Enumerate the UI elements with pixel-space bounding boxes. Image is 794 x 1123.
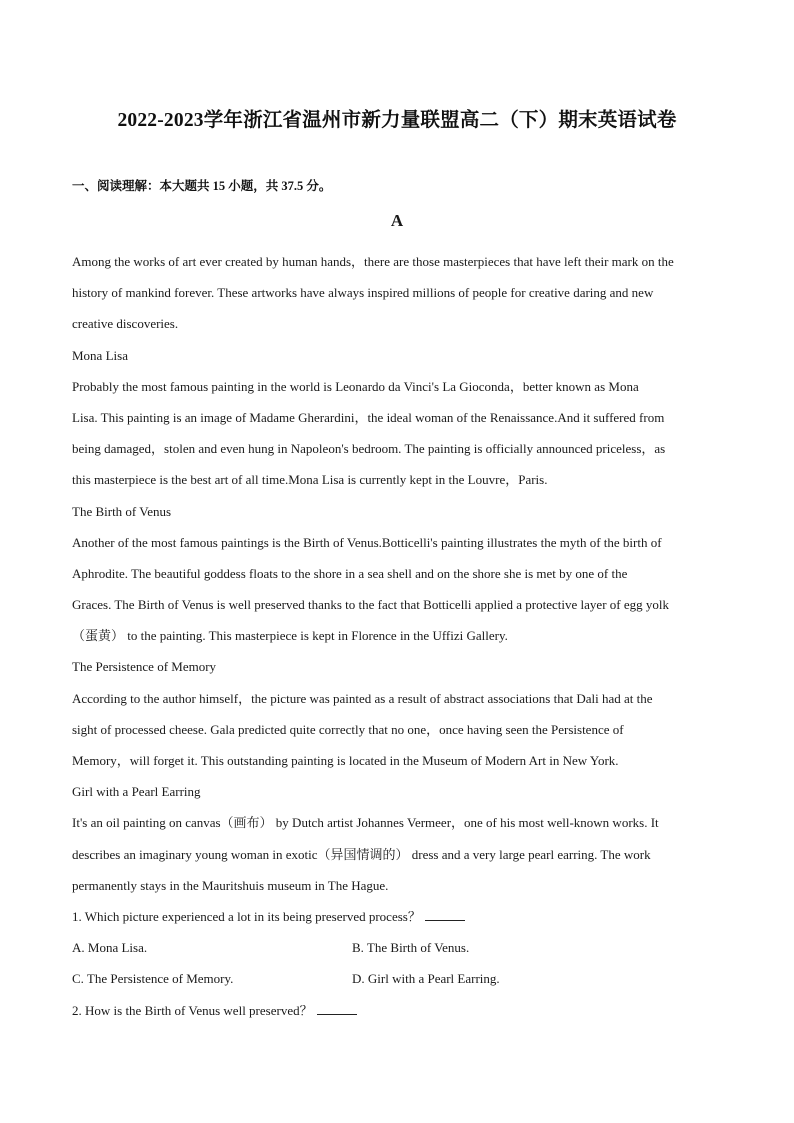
passage-line: It's an oil painting on canvas（画布） by Dutch artist Johannes Vermeer，one of his most well-known works. It <box>72 815 659 831</box>
passage-line: being damaged，stolen and even hung in Napoleon's bedroom. The painting is officially announced priceless，as <box>72 441 666 457</box>
passage-line: sight of processed cheese. Gala predicted quite correctly that no one，once having seen the Persistence of <box>72 721 624 737</box>
passage-line: history of mankind forever. These artworks have always inspired millions of people for creative daring and new <box>72 285 654 301</box>
passage-line: Another of the most famous paintings is the Birth of Venus.Botticelli's painting illustrates the myth of the birth of <box>72 534 662 550</box>
passage-line: Aphrodite. The beautiful goddess floats to the shore in a sea shell and on the shore she is met by one of the <box>72 565 628 581</box>
passage-line: creative discoveries. <box>72 316 179 332</box>
page-title: 2022-2023学年浙江省温州市新力量联盟高二（下）期末英语试卷 <box>117 110 677 131</box>
passage-line: Memory，will forget it. This outstanding painting is located in the Museum of Modern Art in New York. <box>72 753 619 768</box>
question-2 <box>72 995 728 1026</box>
question-1-options-row-2 <box>72 963 728 994</box>
option-b: B. The Birth of Venus. <box>352 940 470 956</box>
passage-line: Lisa. This painting is an image of Madame Gherardini，the ideal woman of the Renaissance.And it suffered from <box>72 409 665 425</box>
question-1-options-row-1 <box>72 932 728 963</box>
question-1 <box>72 901 728 932</box>
subheading-birth-of-venus: The Birth of Venus <box>72 503 172 519</box>
passage-line: permanently stays in the Mauritshuis museum in The Hague. <box>72 877 389 893</box>
passage-letter: A <box>390 211 404 230</box>
passage-line: describes an imaginary young woman in exotic（异国情调的） dress and a very large pearl earring. The work <box>72 846 651 862</box>
passage-line: Among the works of art ever created by human hands，there are those masterpieces that have left their mark on the <box>72 254 674 269</box>
subheading-girl-with-pearl-earring: Girl with a Pearl Earring <box>72 784 201 800</box>
option-c: C. The Persistence of Memory. <box>72 971 234 987</box>
passage-line: this masterpiece is the best art of all time.Mona Lisa is currently kept in the Louvre，Paris. <box>72 472 548 488</box>
passage-line: According to the author himself，the picture was painted as a result of abstract associations that Dali had at the <box>72 690 653 706</box>
question-1-stem: 1. Which picture experienced a lot in its being preserved process？ <box>72 908 421 924</box>
passage-line: Probably the most famous painting in the world is Leonardo da Vinci's La Gioconda，better known as Mona <box>72 378 639 394</box>
passage-body <box>72 246 728 1026</box>
subheading-persistence-of-memory: The Persistence of Memory <box>72 659 217 675</box>
passage-line: （蛋黄） to the painting. This masterpiece is kept in Florence in the Uffizi Gallery. <box>72 628 508 644</box>
subheading-mona-lisa: Mona Lisa <box>72 347 128 363</box>
option-d: D. Girl with a Pearl Earring. <box>352 971 500 987</box>
question-2-stem: 2. How is the Birth of Venus well preserved？ <box>72 1002 313 1018</box>
answer-blank <box>425 908 465 921</box>
answer-blank <box>317 1002 357 1015</box>
passage-line: Graces. The Birth of Venus is well preserved thanks to the fact that Botticelli applied a protective layer of egg yolk <box>72 597 669 613</box>
section-heading: 一、阅读理解：本大题共 15 小题，共 37.5 分。 <box>72 179 332 193</box>
option-a: A. Mona Lisa. <box>72 940 148 956</box>
